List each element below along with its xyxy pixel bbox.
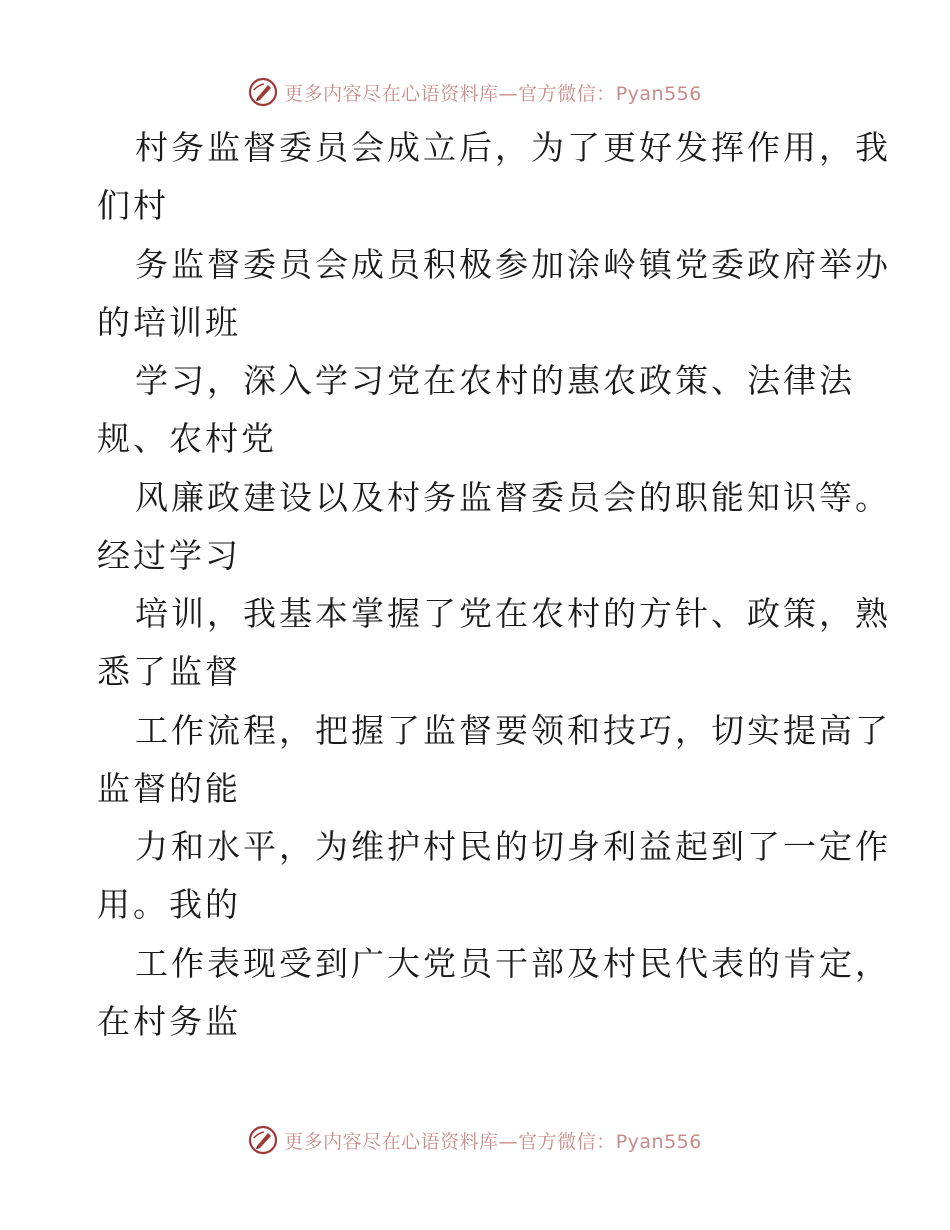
body-line-15: 工作表现受到广大党员干部及村民代表的肯定，: [135, 944, 891, 983]
pen-logo-icon: [248, 77, 278, 107]
header-wechat-label: 官方微信：: [518, 82, 616, 105]
header-wechat-id: Pyan556: [615, 82, 702, 105]
body-line-5: 学习，深入学习党在农村的惠农政策、法律法: [135, 361, 855, 400]
footer-wechat-label: 官方微信：: [518, 1130, 616, 1153]
body-line-1: 村务监督委员会成立后，为了更好发挥作用，我: [135, 128, 891, 167]
body-line-2: 们村: [97, 186, 169, 225]
footer-dash: —: [498, 1130, 519, 1153]
pen-logo-icon: [248, 1125, 278, 1155]
footer-brand: 更多内容尽在心语资料库: [284, 1130, 499, 1153]
body-line-12: 监督的能: [97, 769, 241, 808]
body-line-3: 务监督委员会成员积极参加涂岭镇党委政府举办: [135, 245, 891, 284]
header-banner: [0, 72, 950, 112]
body-line-13: 力和水平，为维护村民的切身利益起到了一定作: [135, 827, 891, 866]
body-line-10: 悉了监督: [97, 652, 241, 691]
body-line-6: 规、农村党: [97, 419, 277, 458]
body-line-11: 工作流程，把握了监督要领和技巧，切实提高了: [135, 711, 891, 750]
body-line-4: 的培训班: [97, 303, 241, 342]
header-text: [284, 79, 702, 106]
footer-banner: [0, 1120, 950, 1160]
header-brand: 更多内容尽在心语资料库: [284, 82, 499, 105]
header-dash: —: [498, 82, 519, 105]
body-line-16: 在村务监: [97, 1002, 241, 1041]
footer-text: [284, 1127, 702, 1154]
body-line-14: 用。我的: [97, 885, 241, 924]
body-line-9: 培训，我基本掌握了党在农村的方针、政策，熟: [135, 594, 891, 633]
body-line-7: 风廉政建设以及村务监督委员会的职能知识等。: [135, 478, 891, 517]
body-line-8: 经过学习: [97, 536, 241, 575]
footer-wechat-id: Pyan556: [615, 1130, 702, 1153]
